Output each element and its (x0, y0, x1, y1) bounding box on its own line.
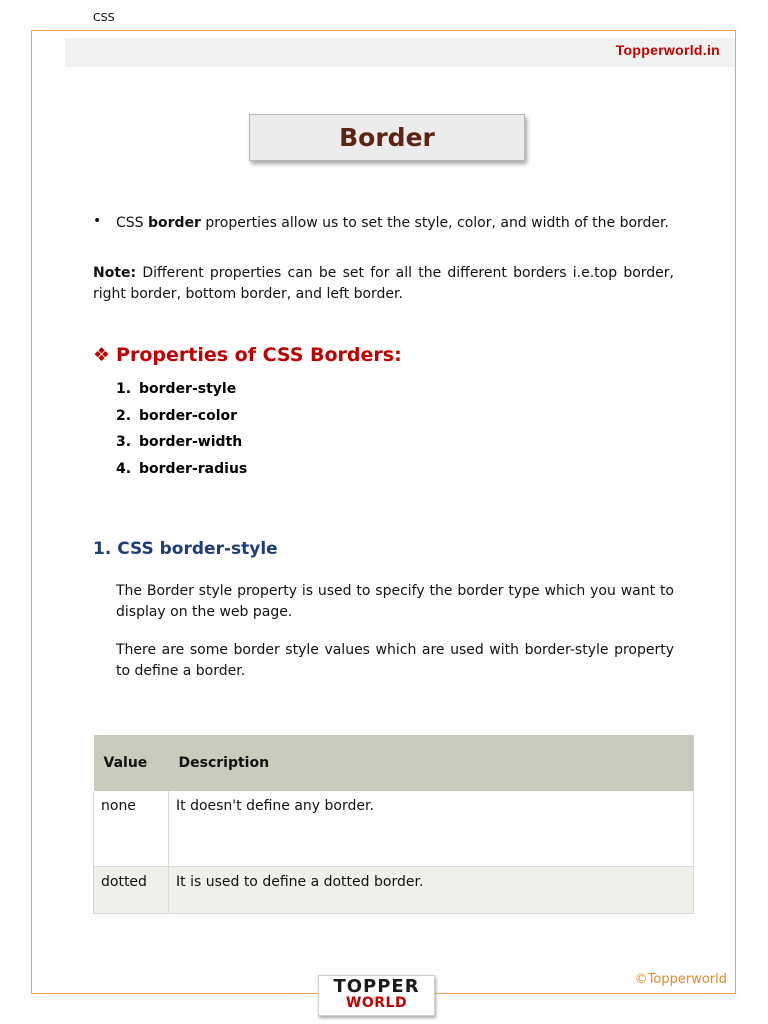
properties-list (116, 381, 247, 487)
table-row (94, 867, 694, 914)
properties-heading: ❖ Properties of CSS Borders: (93, 344, 402, 366)
section-heading-border-style: 1. CSS border-style (93, 539, 278, 559)
section-paragraph-1: The Border style property is used to specify the border type which you want to display on the web page. (116, 583, 674, 620)
note-paragraph: Note: Different properties can be set for all the different borders i.e.top border, right border, bottom border, and left border. (93, 265, 674, 302)
table-cell-description: It is used to define a dotted border. (169, 867, 694, 914)
bullet-icon: • (93, 213, 102, 229)
topperworld-logo (318, 975, 435, 1016)
list-item: 1. border-style (116, 381, 237, 397)
column-header-description: Description (169, 735, 694, 791)
note-label: Note: (93, 265, 137, 281)
header-bar (65, 38, 735, 67)
brand-name: Topperworld.in (615, 42, 720, 58)
logo-line-1: TOPPER (333, 976, 420, 997)
intro-bullet: CSS border properties allow us to set the style, color, and width of the border. (116, 215, 669, 231)
table-header-row (94, 735, 694, 791)
table-cell-value: dotted (94, 867, 169, 914)
diamond-bullet-icon: ❖ (93, 344, 111, 366)
list-item: 3. border-width (116, 434, 243, 450)
bold-term: border (148, 215, 201, 231)
copyright-text: ©Topperworld (634, 972, 727, 987)
list-item: 4. border-radius (116, 460, 248, 477)
table-cell-value: none (94, 791, 169, 867)
column-header-value: Value (94, 735, 169, 791)
section-paragraph-2: There are some border style values which are used with border-style property to define a border. (116, 642, 674, 679)
table-row (94, 791, 694, 867)
page-title: Border (339, 123, 435, 152)
header-doc-label: CSS (93, 11, 115, 24)
border-style-table (93, 735, 694, 914)
table-cell-description: It doesn't define any border. (169, 791, 694, 867)
page-title-box (249, 114, 525, 161)
list-item: 2. border-color (116, 407, 238, 424)
logo-line-2: WORLD (345, 995, 408, 1011)
